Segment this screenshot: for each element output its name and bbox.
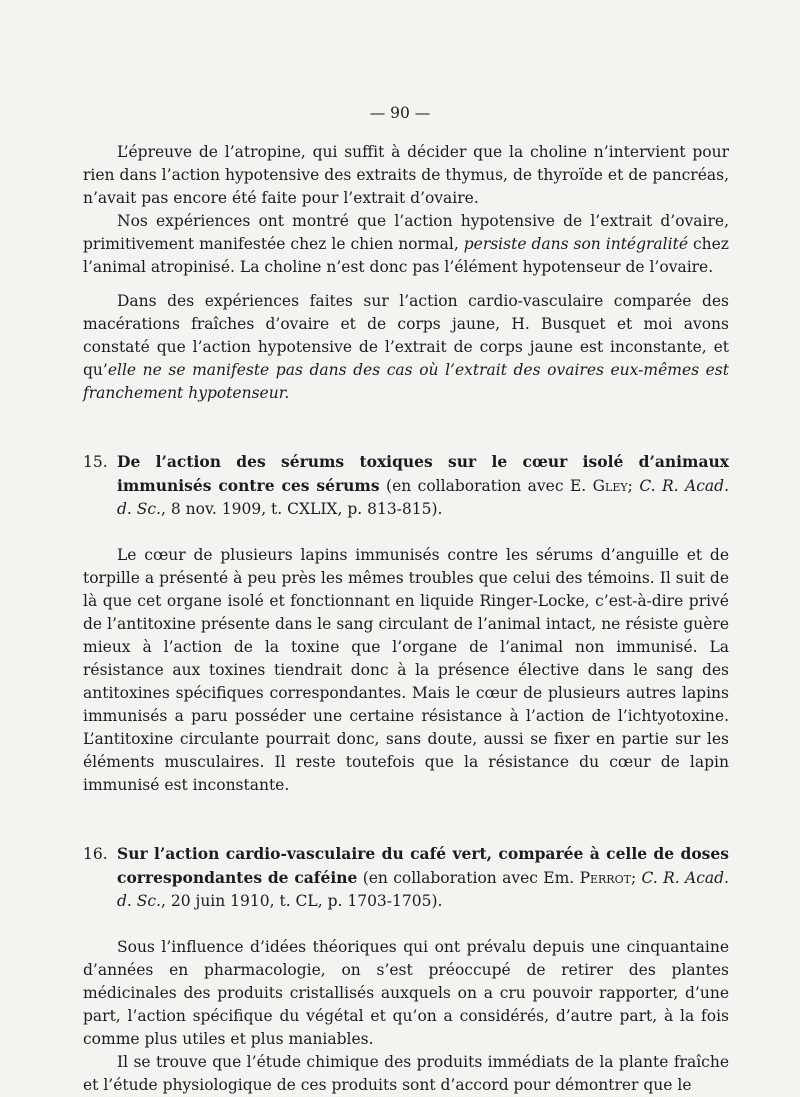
journal-name: C. R. Acad. d. Sc. [117,869,729,910]
emphasis: persiste dans son intégralité [463,235,688,253]
bibliography-entry: 15. De l’action des sérums toxiques sur le cœur isolé d’animaux immunisés contre ces sérums (en collaboration avec E. Gley; C. R. Acad. d. Sc., 8 nov. 1909, t. CXLIX, p. 813-815). [83,452,730,518]
entry-number: 15. [83,453,108,471]
paragraph: Sous l’influence d’idées théoriques qui ont prévalu depuis une cinquantaine d’années en pharmacologie, on s’est préoccupé de retirer des plantes médicinales des produits cristallisés auxquels on a cru pouvoir rapporter, d’une part, l’action spécifique du végétal et qu’on a considérés, d’autre part, à la fois comme plus utiles et plus maniables. [83,938,729,1048]
collaborator-name: Gley [592,477,628,495]
emphasis: elle ne se manifeste pas dans des cas où l’extrait des ovaires eux-mêmes est franchement hypotenseur. [83,361,729,402]
entry-title: Sur l’action cardio-vasculaire du café vert, comparée à celle de doses correspondantes de caféine [117,844,729,887]
page-number: — 90 — [369,104,431,122]
journal-name: C. R. Acad. d. Sc. [117,477,730,518]
paragraph: L’épreuve de l’atropine, qui suffit à décider que la choline n’intervient pour rien dans l’action hypotensive des extraits de thymus, de thyroïde et de pancréas, n’avait pas encore été faite pour l’extrait d’ovaire. [83,143,729,207]
entry-title: De l’action des sérums toxiques sur le cœur isolé d’animaux immunisés contre ces sérums [117,452,729,495]
paragraph: Il se trouve que l’étude chimique des produits immédiats de la plante fraîche et l’étude physiologique de ces produits sont d’accord pour démontrer que le [83,1053,729,1094]
paragraph: Dans des expériences faites sur l’action cardio-vasculaire comparée des macérations fraîches d’ovaire et de corps jaune, H. Busquet et moi avons constaté que l’action hypotensive de l’extrait de corps jaune est inconstante, et qu’elle ne se manifeste pas dans des cas où l’extrait des ovaires eux-mêmes est franchement hypotenseur. [83,292,729,402]
paragraph: Le cœur de plusieurs lapins immunisés contre les sérums d’anguille et de torpille a présenté à peu près les mêmes troubles que celui des témoins. Il suit de là que cet organe isolé et fonctionnant en liquide Ringer-Locke, c’est-à-dire privé de l’antitoxine présente dans le sang circulant de l’animal intact, ne résiste guère mieux à l’action de la toxine que l’organe de l’animal non immunisé. La résistance aux toxines tiendrait donc à la présence élective dans le sang des antitoxines spécifiques correspondantes. Mais le cœur de plusieurs autres lapins immunisés a paru posséder une certaine résistance à l’action de l’ichtyotoxine. L’antitoxine circulante pourrait donc, sans doute, aussi se fixer en partie sur les éléments musculaires. Il reste toutefois que la résistance du cœur de lapin immunisé est inconstante. [83,546,729,794]
paragraph: Nos expériences ont montré que l’action hypotensive de l’extrait d’ovaire, primitivement manifestée chez le chien normal, persiste dans son intégralité chez l’animal atropinisé. La choline n’est donc pas l’élément hypotenseur de l’ovaire. [83,212,729,276]
collaborator-name: Perrot [579,869,631,887]
entry-number: 16. [83,845,108,863]
bibliography-entry: 16. Sur l’action cardio-vasculaire du café vert, comparée à celle de doses correspondantes de caféine (en collaboration avec Em. Perrot; C. R. Acad. d. Sc., 20 juin 1910, t. CL, p. 1703-1705). [83,844,729,910]
page-body [83,141,729,1097]
